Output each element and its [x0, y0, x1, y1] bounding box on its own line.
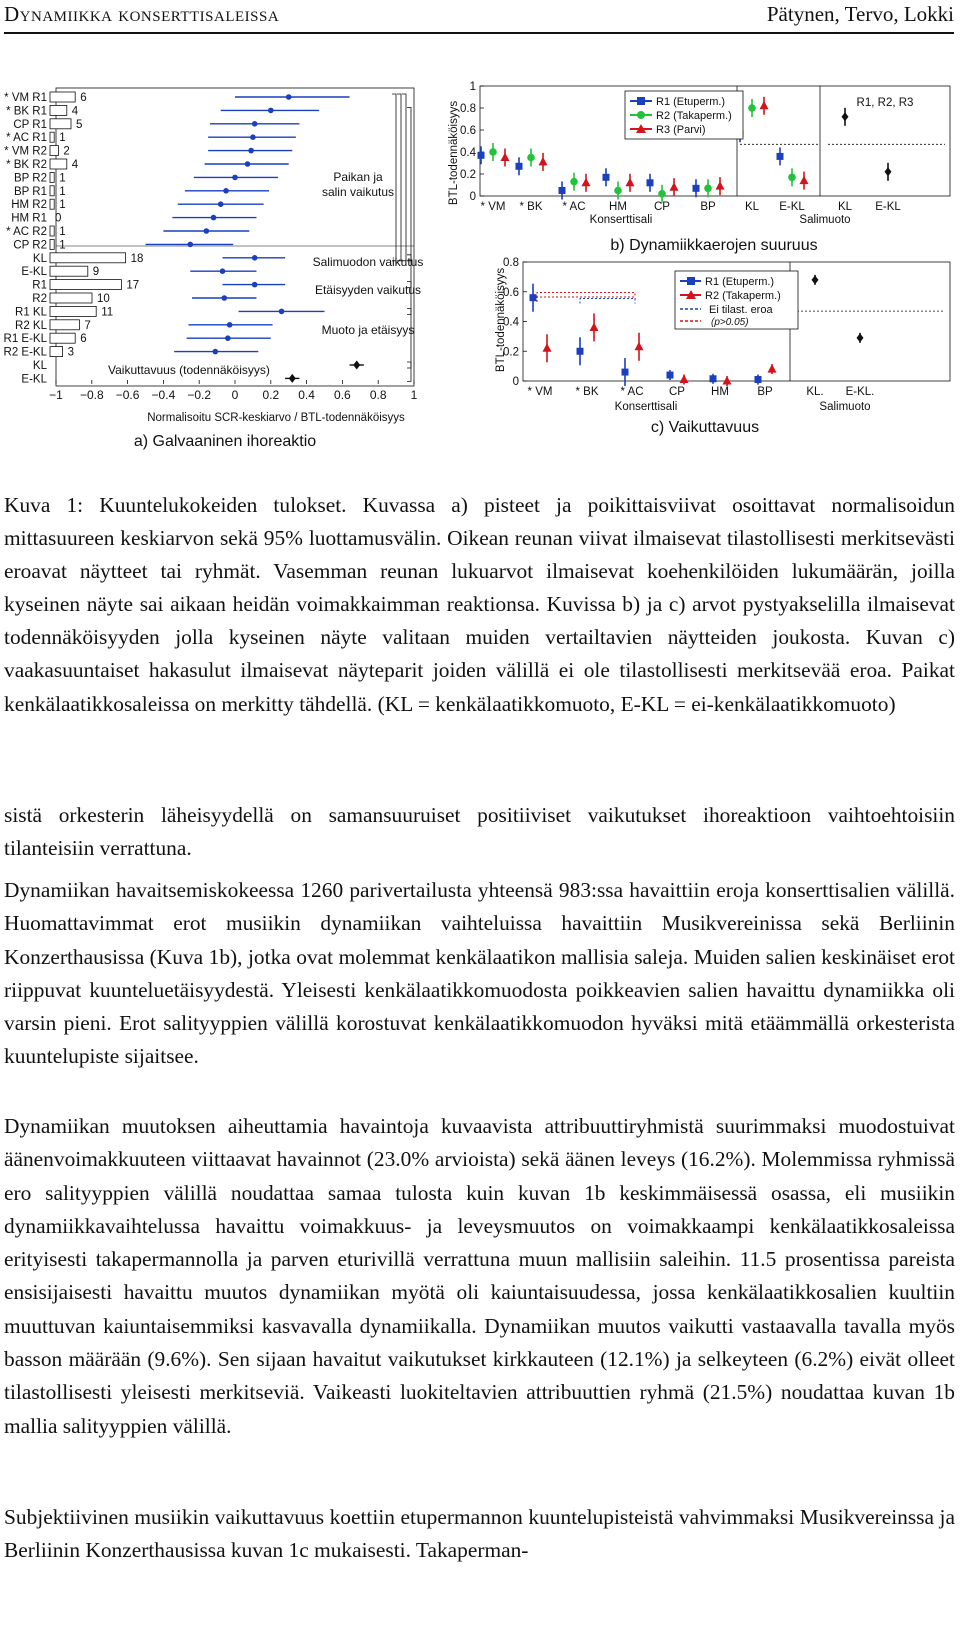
mean-marker [221, 295, 227, 301]
legend-c-r1: R1 (Etuperm.) [705, 276, 775, 288]
data-point [530, 294, 537, 301]
row-label: HM R1 [11, 212, 47, 225]
legend-r1: R1 (Etuperm.) [656, 96, 726, 108]
count-label: 5 [76, 118, 83, 131]
count-bar [50, 159, 67, 169]
y-tick-label: 0.4 [460, 147, 476, 159]
row-label: R2 [32, 293, 47, 305]
data-point [760, 101, 769, 110]
annotation-distance-effect: Etäisyyden vaikutus [314, 283, 422, 297]
row-label: KL [32, 360, 47, 372]
bracket [580, 298, 635, 303]
data-point [670, 182, 679, 191]
figure-a-caption: a) Galvaaninen ihoreaktio [133, 433, 317, 450]
data-point [647, 179, 654, 186]
data-point [478, 152, 485, 159]
count-label: 3 [67, 346, 75, 359]
data-point [748, 104, 756, 112]
figure-c-group-shape: Salimuoto [819, 401, 871, 413]
count-bar [50, 105, 67, 115]
count-label: 1 [59, 226, 66, 238]
x-tick-label: 0.6 [334, 388, 351, 402]
mean-marker [250, 134, 256, 140]
data-point [626, 178, 635, 187]
count-bar [50, 333, 75, 343]
mean-marker [225, 335, 231, 341]
figure-b-ylabel: BTL-todennäköisyys [448, 100, 460, 206]
figure-b-legend [625, 91, 743, 139]
count-bar [50, 186, 54, 196]
data-point [768, 364, 777, 373]
row-label: BP R2 [13, 172, 47, 185]
count-label: 6 [80, 333, 87, 346]
count-bar [50, 119, 71, 129]
figure-c-legend [675, 271, 798, 329]
count-bar [50, 226, 54, 236]
count-label: 4 [71, 105, 79, 118]
annotation-location-hall-2: salin vaikutus [321, 185, 395, 199]
data-point [710, 375, 717, 382]
data-point [501, 153, 510, 162]
data-point [693, 185, 700, 192]
y-tick-label: 0.6 [460, 125, 476, 137]
figure-c-impressiveness-chart [485, 255, 955, 455]
y-tick-label: 0.2 [460, 169, 476, 181]
row-label: R1 E-KL [3, 333, 47, 346]
x-category-label: KL [837, 201, 853, 213]
figure-c-caption: c) Vaikuttavuus [650, 419, 760, 436]
count-bar [50, 253, 126, 263]
x-category-label: E-KL [875, 201, 901, 213]
row-label: R1 KL [15, 306, 47, 319]
y-tick-label: 0 [512, 376, 519, 388]
legend-r3: R3 (Parvi) [656, 124, 706, 136]
data-point [755, 376, 762, 383]
row-label: HM R2 [11, 199, 47, 212]
count-bar [50, 146, 58, 156]
mean-marker [245, 161, 251, 167]
x-tick-label: 0.8 [369, 388, 387, 402]
count-label: 10 [97, 293, 110, 305]
data-point [516, 163, 523, 170]
data-point [603, 174, 610, 181]
body-paragraph-1 [4, 799, 955, 866]
data-point [885, 167, 892, 176]
x-category-label: * AC [562, 201, 586, 213]
mean-marker [252, 255, 258, 261]
data-point [723, 376, 732, 385]
x-tick-label: 1 [410, 388, 418, 402]
paragraph-text: Dynamiikan havaitsemiskokeessa 1260 parivertailusta yhteensä 983:ssa havaittiin eroja konserttisalien välillä. Huomattavimmat erot musiikin dynamiikan vaihteluissa havaittiin Musikvereinissa sekä Berliinin Konzerthausissa (Kuva 1b), jotka ovat molemmat kenkälaatikon mallisia saleja. Muiden salien keskinäiset erot riippuvat kuunteluetäisyydestä. Yleisesti kenkälaatikkomuodosta poikkeavien salien havaittu dynamiikka oli varsin pieni. Erot salityyppien välillä korostuvat kenkälaatikkomuodon hyväksi mitä etäämmällä orkesterista kuuntelupiste sijaitsee. [4, 878, 955, 1069]
x-tick-label: −0.8 [79, 388, 104, 402]
mean-marker [353, 361, 360, 370]
bracket [402, 94, 406, 261]
count-label: 18 [130, 252, 144, 265]
body-paragraph-4 [4, 1501, 955, 1568]
x-tick-label: −0.4 [151, 388, 176, 402]
row-label: E-KL [21, 266, 47, 279]
mean-marker [204, 228, 210, 234]
annotation-location-hall-1: Paikan ja [333, 170, 383, 184]
count-bar [50, 199, 54, 209]
figure-b-dynamics-chart [440, 78, 955, 263]
x-category-label: BP [757, 386, 773, 398]
count-label: 9 [92, 266, 100, 279]
x-category-label: BP [700, 201, 716, 213]
y-tick-label: 0 [469, 191, 476, 203]
no-difference-brackets [537, 292, 635, 303]
data-point [812, 275, 819, 284]
mean-marker [218, 201, 224, 207]
y-tick-label: 0.6 [503, 286, 519, 299]
x-category-label: CP [669, 386, 685, 398]
mean-marker [227, 322, 233, 328]
count-bar [50, 347, 63, 357]
mean-marker [248, 148, 254, 154]
data-point [788, 174, 796, 182]
x-category-label: E-KL [779, 201, 805, 213]
data-point [777, 153, 784, 160]
x-category-label: KL [744, 201, 760, 213]
mean-marker [289, 374, 296, 383]
mean-marker [232, 175, 238, 181]
data-point [658, 190, 666, 198]
x-category-label: HM [711, 386, 729, 398]
data-point [680, 375, 689, 384]
count-label: 7 [84, 319, 91, 332]
row-label: CP R2 [13, 239, 47, 252]
x-tick-label: 0 [231, 388, 239, 402]
count-label: 4 [71, 159, 79, 171]
row-label: CP R1 [13, 118, 47, 131]
y-tick-label: 0.8 [503, 257, 519, 269]
data-point [716, 181, 725, 190]
row-label: * AC R1 [6, 132, 47, 145]
bracket [397, 94, 401, 261]
annotation-shape-effect: Salimuodon vaikutus [312, 255, 424, 269]
count-label: 2 [63, 145, 70, 158]
row-label: * BK R2 [6, 159, 47, 171]
data-point [543, 343, 552, 352]
row-label: BP R1 [13, 185, 47, 198]
significance-brackets [392, 94, 411, 381]
count-label: 17 [126, 279, 140, 292]
data-point [635, 342, 644, 351]
count-bar [50, 280, 121, 290]
row-label: KL [32, 252, 47, 265]
data-point [489, 148, 497, 156]
y-tick-label: 0.4 [503, 316, 519, 329]
mean-marker [252, 282, 258, 288]
row-label: * AC R2 [6, 226, 47, 238]
header-rule [4, 32, 954, 34]
count-bar [50, 306, 96, 316]
figure-a-galvanic-chart [0, 86, 445, 456]
mean-marker [252, 121, 258, 127]
x-tick-label: 0.4 [298, 388, 315, 402]
x-category-label: CP [654, 201, 670, 213]
y-tick-label: 0.8 [460, 103, 476, 115]
bracket [537, 297, 635, 302]
y-tick-label: 1 [469, 81, 476, 93]
count-label: 1 [59, 199, 66, 212]
annotation-impressiveness: Vaikuttavuus (todennäköisyys) [108, 363, 270, 377]
figure-b-right-title: R1, R2, R3 [856, 97, 914, 109]
count-label: 1 [59, 185, 66, 198]
row-label: E-KL [21, 373, 47, 386]
count-bar [50, 92, 75, 102]
x-tick-label: −0.6 [115, 388, 140, 402]
body-paragraph-3 [4, 1110, 955, 1443]
data-point [590, 322, 599, 331]
bracket [407, 362, 411, 381]
figure-b-group-hall: Konserttisali [589, 214, 653, 226]
x-tick-label: −0.2 [187, 388, 212, 402]
count-bar [50, 132, 54, 142]
count-label: 6 [80, 92, 87, 104]
header-title: Dynamiikka konserttisaleissa [4, 2, 280, 26]
mean-marker [220, 268, 226, 274]
running-header [4, 0, 954, 30]
data-point [704, 185, 712, 193]
body-paragraph-2 [4, 874, 955, 1074]
x-category-label: * BK [519, 201, 543, 213]
figure-caption: Kuva 1: Kuuntelukokeiden tulokset. Kuvassa a) pisteet ja poikittaisviivat osoittavat normalisoidun mittasuureen keskiarvon sekä 95% luottamusvälin. Oikean reunan viivat ilmaisevat tilastollisesti merkitsevästi eroavat näytteet tai ryhmät. Vasemman reunan lukuarvot ilmaisevat koehenkilöiden lukumäärän, joilla kyseinen näyte sai aikaan heidän voimakkaimman reaktionsa. Kuvissa b) ja c) arvot pystyakselilla ilmaisevat todennäköisyyden jolla kyseinen näyte valitaan muiden vertailtavien näytteiden joukosta. Kuvan c) vaakasuuntaiset hakasulut ilmaisevat näyteparit joiden välillä ei ole tilastollisesti merkitsevää eroa. Paikat kenkälaatikkosaleissa on merkitty tähdellä. (KL = kenkälaatikkomuoto, E-KL = ei-kenkälaatikkomuoto) [4, 493, 955, 716]
figure-c-ylabel: BTL-todennäköisyys [495, 267, 507, 373]
count-bar [50, 293, 92, 303]
count-label: 11 [101, 306, 114, 319]
count-bar [50, 266, 88, 276]
count-bar [50, 172, 54, 182]
x-category-label: * AC [620, 386, 644, 398]
data-point [614, 187, 622, 195]
data-point [622, 369, 629, 376]
data-point [539, 157, 548, 166]
count-label: 1 [59, 239, 66, 252]
x-category-label: KL. [806, 386, 824, 398]
legend-c-pvalue: (p>0.05) [711, 317, 749, 328]
data-point [570, 178, 578, 186]
figure-b-caption: b) Dynamiikkaerojen suuruus [610, 237, 818, 254]
count-bar [50, 239, 54, 249]
mean-marker [213, 349, 219, 355]
annotation-shape-distance: Muoto ja etäisyys [321, 323, 415, 337]
x-category-label: * BK [575, 386, 599, 398]
row-label: * VM R2 [4, 145, 47, 158]
paragraph-text: Dynamiikan muutoksen aiheuttamia havaintoja kuvaavista attribuuttiryhmistä suurimmaksi muodostuivat äänenvoimakkuuteen viittaavat havainnot (23.0% arvioista) sekä äänen leveys (16.2%). Molemmissa ryhmissä ero salityyppien välillä noudattaa samaa tulosta kuin kuvan 1b keskimmäisessä osassa, eli musiikin dynamiikkavaihtelussa havaittu voimakkuus- ja leveysmuutos on voimakkaampi kenkälaatikkosaleissa erityisesti takapermannolla ja parven eturivillä verrattuna muun mallisiin saleihin. 11.5 prosentissa pareista ensisijaisesti havaittu muutos dynamiikan myötä oli kaiuntaisuudessa, jossa kenkälaatikkosalien kuultiin muuttuvan kaiuntaisemmiksi kasvavalla dynamiikalla. Dynamiikan muutos vaikutti vastaavalla tavalla myös basson määrään (9.6%). Sen sijaan havaitut vaikutukset kirkkauteen (12.1%) ja selkeyteen (6.2%) eivät olleet tilastollisesti yleisesti merkitseviä. Vaikeasti luokiteltavien attribuuttien ryhmä (21.5%) noudattaa kuvan 1b mallia salityyppien välillä. [4, 1114, 955, 1438]
data-point [857, 333, 864, 342]
bracket [407, 107, 411, 260]
y-tick-label: 0.2 [503, 346, 519, 359]
data-point [582, 178, 591, 187]
figure-b-group-shape: Salimuoto [799, 214, 851, 226]
bracket [407, 308, 411, 368]
row-label: * BK R1 [6, 105, 47, 118]
row-label: R2 KL [15, 319, 47, 332]
mean-marker [187, 242, 193, 248]
x-category-label: E-KL. [845, 386, 875, 398]
x-category-label: HM [609, 201, 627, 213]
data-point [559, 187, 566, 194]
data-point [800, 176, 809, 185]
data-point [842, 112, 849, 121]
mean-marker [223, 188, 229, 194]
paragraph-text: sistä orkesterin läheisyydellä on samansuuruiset positiiviset vaikutukset ihoreaktioon vaihtoehtoisiin tilanteisiin verrattuna. [4, 803, 955, 861]
header-authors: Pätynen, Tervo, Lokki [766, 2, 954, 26]
mean-marker [268, 108, 274, 114]
x-category-label: * VM [527, 386, 553, 398]
figure-a-xlabel: Normalisoitu SCR-keskiarvo / BTL-todennäköisyys [147, 412, 405, 424]
row-label: * VM R1 [4, 92, 47, 104]
x-tick-label: 0.2 [262, 388, 280, 402]
legend-c-r2: R2 (Takaperm.) [705, 290, 781, 302]
row-label: R1 [32, 279, 47, 292]
count-label: 1 [59, 172, 66, 185]
figure-c-group-hall: Konserttisali [614, 401, 678, 413]
mean-marker [286, 94, 292, 100]
data-point [527, 154, 535, 162]
x-tick-label: −1 [49, 388, 63, 402]
row-label: R2 E-KL [3, 346, 47, 359]
plot-frame [56, 88, 414, 386]
x-category-label: * VM [480, 201, 506, 213]
bracket [392, 94, 396, 261]
data-point [667, 372, 674, 379]
count-bar [50, 320, 79, 330]
data-point [577, 348, 584, 355]
paragraph-text: Subjektiivinen musiikin vaikuttavuus koettiin etupermannon kuuntelupisteistä vahvimmaksi Musikvereinssa ja Berliinin Konzerthausissa kuvan 1c mukaisesti. Takaperman- [4, 1505, 955, 1563]
legend-r2: R2 (Takaperm.) [656, 110, 732, 122]
legend-c-nodiff: Ei tilast. eroa [709, 304, 773, 316]
count-label: 1 [59, 132, 66, 145]
mean-marker [279, 309, 285, 315]
count-label: 0 [55, 212, 62, 225]
mean-marker [211, 215, 217, 221]
